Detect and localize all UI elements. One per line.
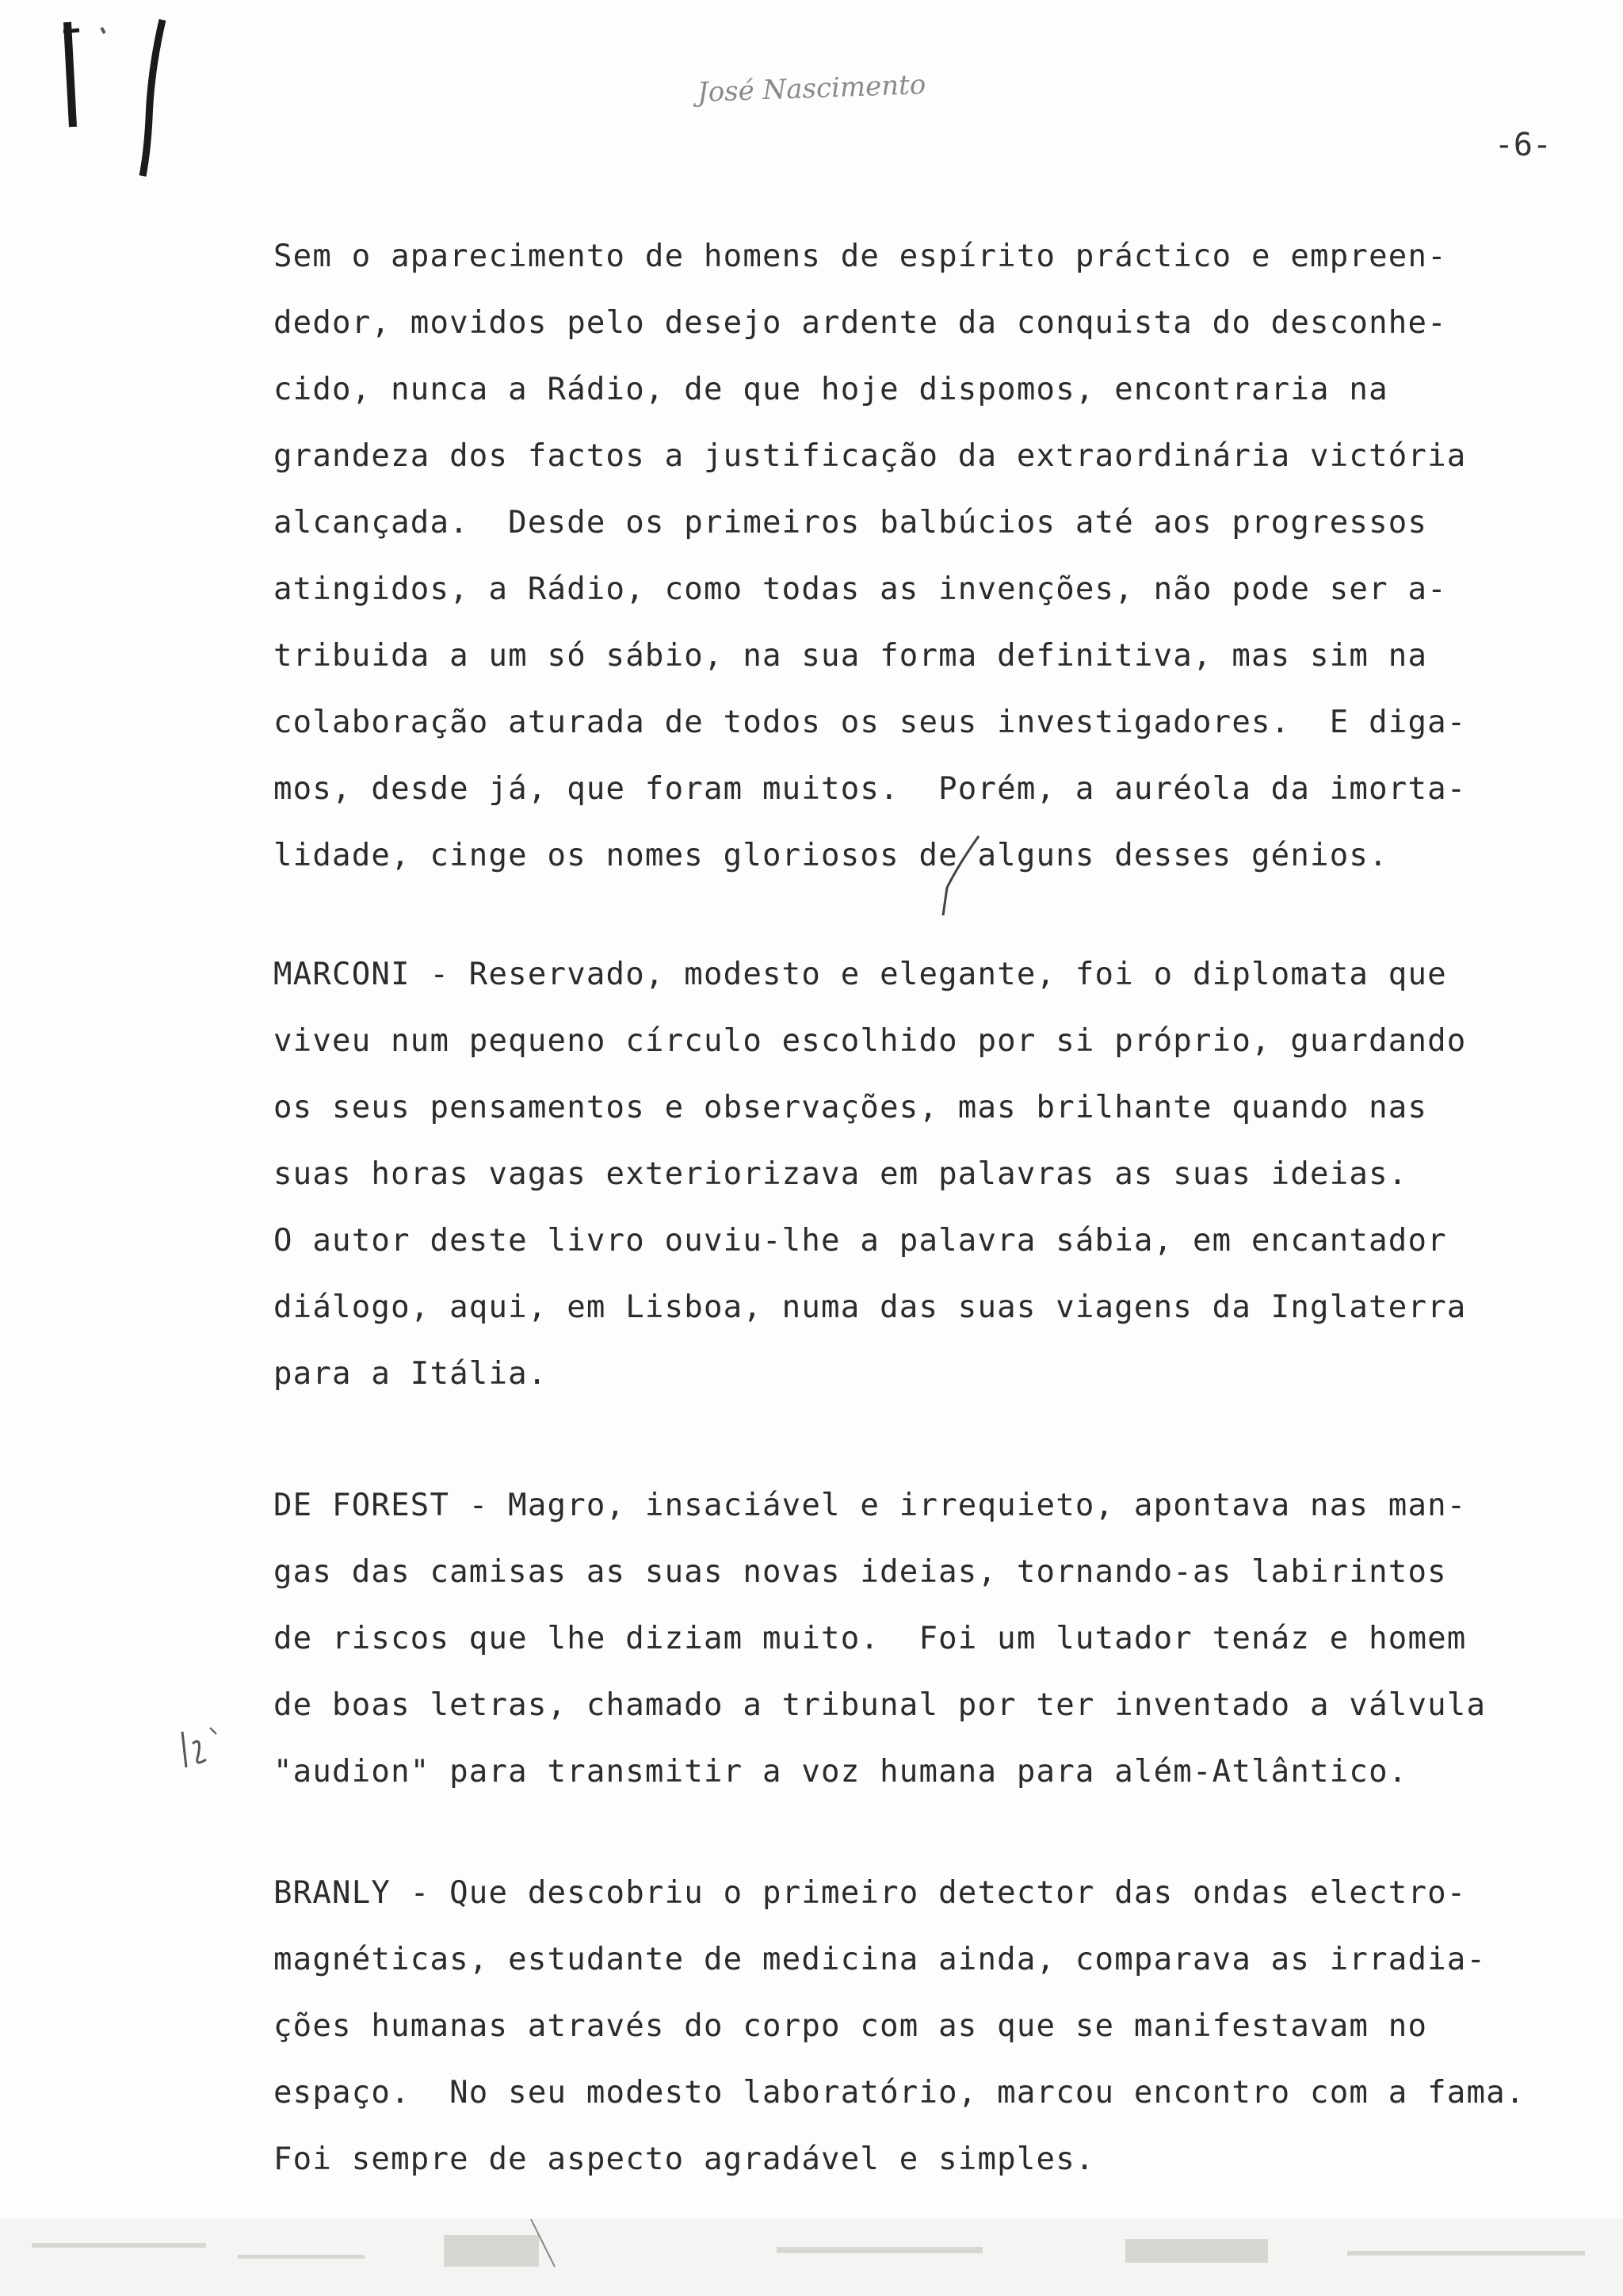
text-line: espaço. No seu modesto laboratório, marcou encontro com a fama. xyxy=(273,2075,1526,2111)
text-line: ções humanas através do corpo com as que se manifestavam no xyxy=(273,2008,1428,2044)
paragraph-de-forest xyxy=(273,1473,1510,1805)
text-line: atingidos, a Rádio, como todas as invenções, não pode ser a- xyxy=(273,571,1447,607)
page-number: -6- xyxy=(1494,127,1552,163)
text-line: tribuida a um só sábio, na sua forma definitiva, mas sim na xyxy=(273,638,1428,674)
pen-stroke-mark xyxy=(935,832,983,919)
text-line: grandeza dos factos a justificação da extraordinária victória xyxy=(273,438,1467,474)
text-line: gas das camisas as suas novas ideias, tornando-as labirintos xyxy=(273,1554,1447,1590)
text-line: MARCONI - Reservado, modesto e elegante, foi o diplomata que xyxy=(273,957,1447,992)
text-line: O autor deste livro ouviu-lhe a palavra sábia, em encantador xyxy=(273,1223,1447,1259)
text-line: Foi sempre de aspecto agradável e simples. xyxy=(273,2141,1095,2177)
text-line: mos, desde já, que foram muitos. Porém, a auréola da imorta- xyxy=(273,771,1467,807)
handwritten-signature: José Nascimento xyxy=(697,68,926,109)
text-line: BRANLY - Que descobriu o primeiro detector das ondas electro- xyxy=(273,1875,1467,1911)
text-line: alcançada. Desde os primeiros balbúcios até aos progressos xyxy=(273,505,1428,541)
text-line: suas horas vagas exteriorizava em palavras as suas ideias. xyxy=(273,1156,1408,1192)
text-line: para a Itália. xyxy=(273,1356,548,1392)
text-line: os seus pensamentos e observações, mas brilhante quando nas xyxy=(273,1090,1428,1125)
scan-artifact-strip xyxy=(0,2219,1623,2296)
text-line: diálogo, aqui, em Lisboa, numa das suas viagens da Inglaterra xyxy=(273,1289,1467,1325)
text-line: DE FOREST - Magro, insaciável e irrequieto, apontava nas man- xyxy=(273,1488,1467,1523)
paragraph-intro xyxy=(273,223,1510,889)
text-line: cido, nunca a Rádio, de que hoje dispomos, encontraria na xyxy=(273,372,1388,407)
margin-ink-mark xyxy=(32,8,174,182)
text-line: colaboração aturada de todos os seus investigadores. E diga- xyxy=(273,705,1467,740)
paragraph-marconi xyxy=(273,942,1510,1408)
text-line: de boas letras, chamado a tribunal por ter inventado a válvula xyxy=(273,1687,1487,1723)
text-line: de riscos que lhe diziam muito. Foi um lutador tenáz e homem xyxy=(273,1621,1467,1656)
text-line: "audion" para transmitir a voz humana para além-Atlântico. xyxy=(273,1754,1408,1790)
margin-handwritten-note xyxy=(170,1712,234,1775)
paragraph-branly xyxy=(273,1860,1526,2193)
text-line: viveu num pequeno círculo escolhido por si próprio, guardando xyxy=(273,1023,1467,1059)
text-line: magnéticas, estudante de medicina ainda, comparava as irradia- xyxy=(273,1942,1487,1977)
text-line: Sem o aparecimento de homens de espírito práctico e empreen- xyxy=(273,239,1447,274)
text-line: dedor, movidos pelo desejo ardente da conquista do desconhe- xyxy=(273,305,1447,341)
text-line: lidade, cinge os nomes gloriosos de alguns desses génios. xyxy=(273,838,1388,873)
